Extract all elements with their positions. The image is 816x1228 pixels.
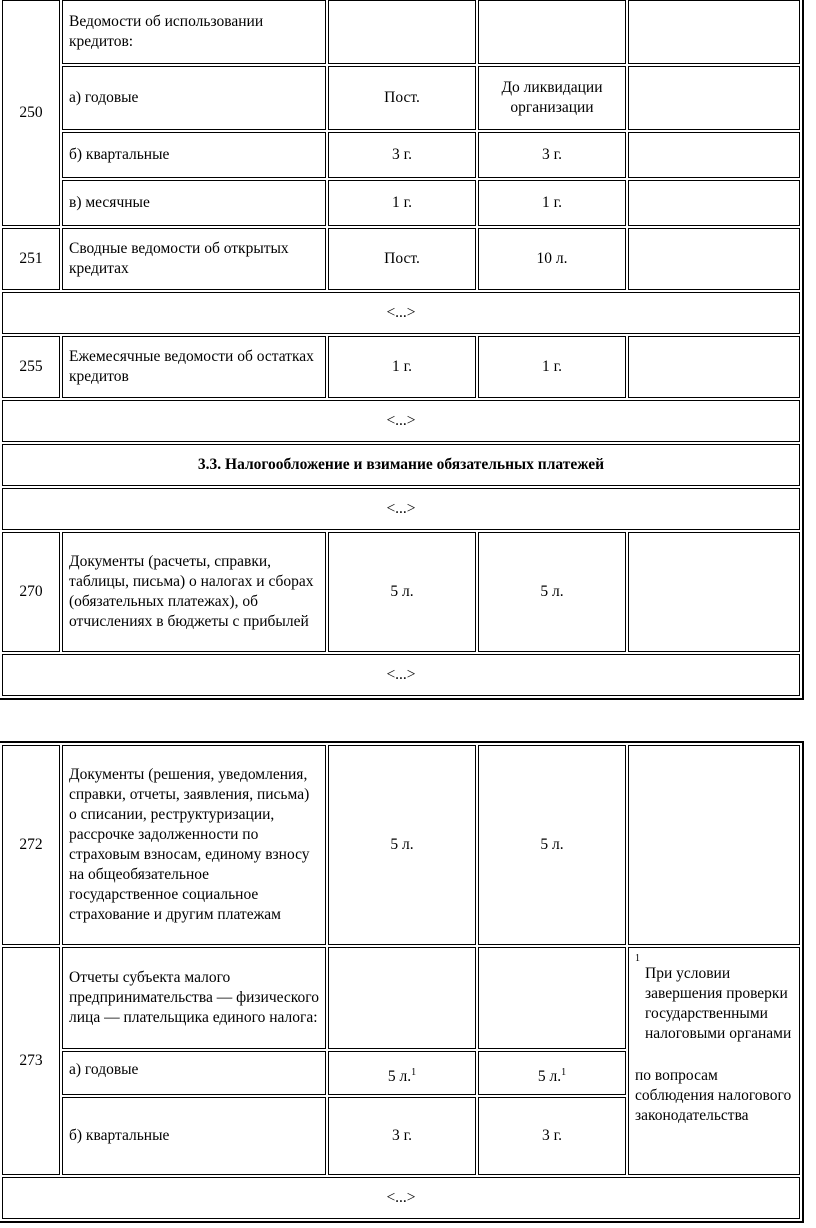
article-title: Ведомости об использовании кредитов: xyxy=(62,0,326,64)
storage-term-2: 10 л. xyxy=(478,228,626,290)
footnote-text-1: При условии завершения проверки государственными налоговыми органами xyxy=(645,965,792,1042)
storage-term-2: 5 л. xyxy=(478,532,626,652)
table-row xyxy=(2,488,800,530)
table-row xyxy=(2,292,800,334)
omission-marker: <...> xyxy=(2,400,800,442)
storage-term-2: 1 г. xyxy=(478,180,626,226)
storage-term-2: До ликвидации организации xyxy=(478,66,626,130)
storage-term-2: 1 г. xyxy=(478,336,626,398)
table-row xyxy=(2,532,800,652)
omission-marker: <...> xyxy=(2,654,800,696)
table-row xyxy=(2,132,800,178)
storage-term: Пост. xyxy=(328,66,476,130)
table-row xyxy=(2,0,800,64)
omission-marker: <...> xyxy=(2,292,800,334)
storage-term: 1 г. xyxy=(328,180,476,226)
table-row xyxy=(2,66,800,130)
omission-marker: <...> xyxy=(2,1177,800,1219)
table-row xyxy=(2,1177,800,1219)
storage-term: 5 л. xyxy=(328,745,476,945)
article-number: 251 xyxy=(2,228,60,290)
storage-term-2: 5 л. xyxy=(478,745,626,945)
article-number: 270 xyxy=(2,532,60,652)
article-number: 273 xyxy=(2,947,60,1175)
article-name: Документы (решения, уведомления, справки, отчеты, заявления, письма) о списании, реструктуризации, рассрочке задолженности по страховым взносам, единому взносу на общеобязательное государственное социальное страхование и другим платежам xyxy=(62,745,326,945)
article-name: б) квартальные xyxy=(62,132,326,178)
table-row xyxy=(2,336,800,398)
table-row xyxy=(2,654,800,696)
section-heading: 3.3. Налогообложение и взимание обязательных платежей xyxy=(2,444,800,486)
omission-marker: <...> xyxy=(2,488,800,530)
storage-term: 1 г. xyxy=(328,336,476,398)
storage-term: 5 л.$^1$ xyxy=(328,1051,476,1095)
article-number: 250 xyxy=(2,0,60,226)
footnote-ref: 1 xyxy=(411,1067,417,1078)
article-name: б) квартальные xyxy=(62,1097,326,1175)
article-name: Документы (расчеты, справки, таблицы, письма) о налогах и сборах (обязательных платежах), об отчислениях в бюджеты с прибылей xyxy=(62,532,326,652)
article-name: в) месячные xyxy=(62,180,326,226)
article-number: 255 xyxy=(2,336,60,398)
table-row xyxy=(2,228,800,290)
article-name: а) годовые xyxy=(62,1051,326,1095)
article-name: а) годовые xyxy=(62,66,326,130)
storage-term: 5 л. xyxy=(328,532,476,652)
footnote-cell xyxy=(628,947,800,1175)
article-number: 272 xyxy=(2,745,60,945)
table-row xyxy=(2,180,800,226)
footnote-mark: 1 xyxy=(635,953,640,964)
article-name: Ежемесячные ведомости об остатках кредитов xyxy=(62,336,326,398)
storage-term-2: 3 г. xyxy=(478,132,626,178)
storage-term: 3 г. xyxy=(328,132,476,178)
footnote-ref: 1 xyxy=(561,1067,567,1078)
article-title: Отчеты субъекта малого предпринимательства — физического лица — плательщика единого налога: xyxy=(62,947,326,1049)
table-row xyxy=(2,947,800,1049)
footnote-text-2: по вопросам соблюдения налогового законодательства xyxy=(635,1067,792,1124)
table-row xyxy=(2,444,800,486)
storage-term: 3 г. xyxy=(328,1097,476,1175)
records-table-bottom xyxy=(0,741,804,1223)
article-name: Сводные ведомости об открытых кредитах xyxy=(62,228,326,290)
storage-term-2: 3 г. xyxy=(478,1097,626,1175)
storage-term-2: 5 л.$^1$ xyxy=(478,1051,626,1095)
table-row xyxy=(2,400,800,442)
table-row xyxy=(2,745,800,945)
storage-term: Пост. xyxy=(328,228,476,290)
